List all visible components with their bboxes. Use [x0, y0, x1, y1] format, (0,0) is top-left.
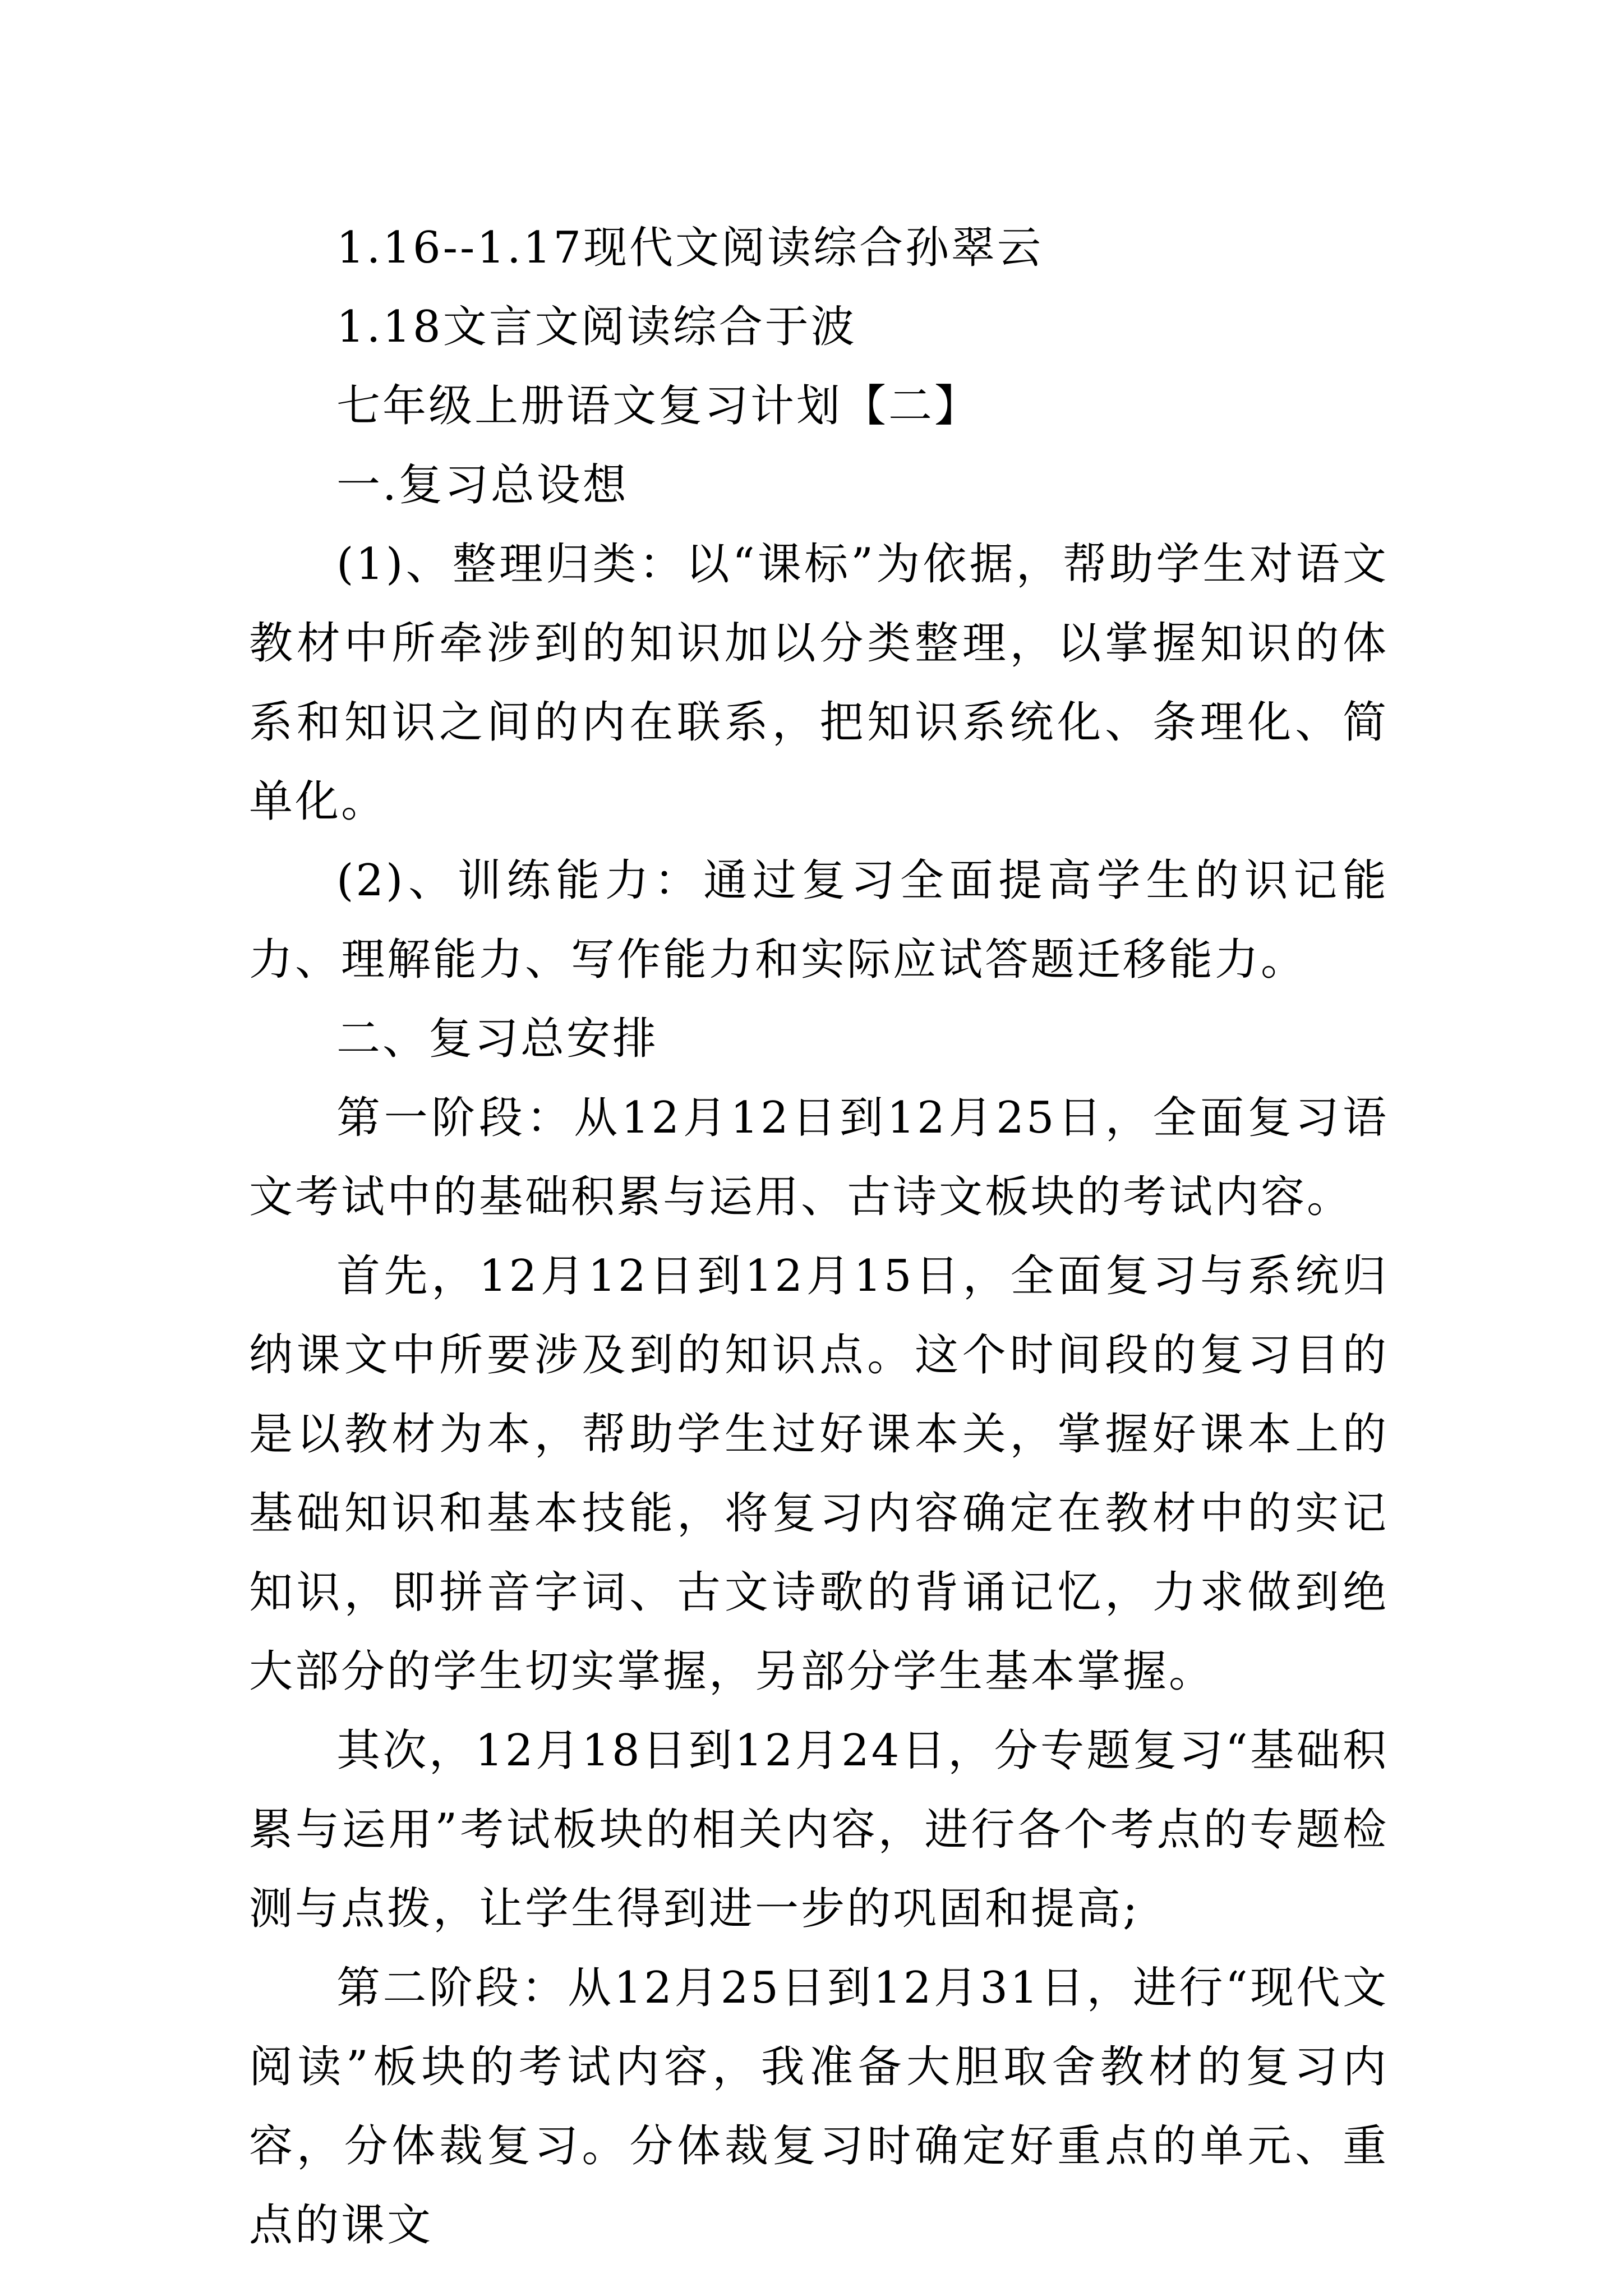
- paragraph-train-ability: (2)、训练能力：通过复习全面提高学生的识记能力、理解能力、写作能力和实际应试答题迁移能力。: [249, 855, 1389, 985]
- schedule-line-classical-reading: 1.18文言文阅读综合于波: [336, 302, 857, 352]
- paragraph-first-step: 首先，12月12日到12月15日，全面复习与系统归纳课文中所要涉及到的知识点。这个时间段的复习目的是以教材为本，帮助学生过好课本关，掌握好课本上的基础知识和基本技能，将复习内容确定在教材中的实记知识，即拼音字词、古文诗歌的背诵记忆，力求做到绝大部分的学生切实掌握，另部分学生基本掌握。: [249, 1251, 1389, 1697]
- paragraph-second-step: 其次，12月18日到12月24日，分专题复习“基础积累与运用”考试板块的相关内容，进行各个考点的专题检测与点拨，让学生得到进一步的巩固和提高;: [249, 1726, 1389, 1934]
- document-body: [249, 209, 1389, 2265]
- paragraph-organize-classify: (1)、整理归类：以“课标”为依据，帮助学生对语文教材中所牵涉到的知识加以分类整理，以掌握知识的体系和知识之间的内在联系，把知识系统化、条理化、简单化。: [249, 539, 1389, 827]
- section-title-review-plan-2: 七年级上册语文复习计划【二】: [336, 381, 981, 431]
- schedule-line-modern-reading: 1.16--1.17现代文阅读综合孙翠云: [336, 223, 1044, 273]
- paragraph-stage-two: 第二阶段：从12月25日到12月31日，进行“现代文阅读”板块的考试内容，我准备大胆取舍教材的复习内容，分体裁复习。分体裁复习时确定好重点的单元、重点的课文: [249, 1963, 1389, 2251]
- paragraph-stage-one: 第一阶段：从12月12日到12月25日，全面复习语文考试中的基础积累与运用、古诗文板块的考试内容。: [249, 1093, 1389, 1222]
- heading-overall-arrangement: 二、复习总安排: [336, 1014, 659, 1064]
- heading-overall-idea: 一.复习总设想: [336, 460, 629, 510]
